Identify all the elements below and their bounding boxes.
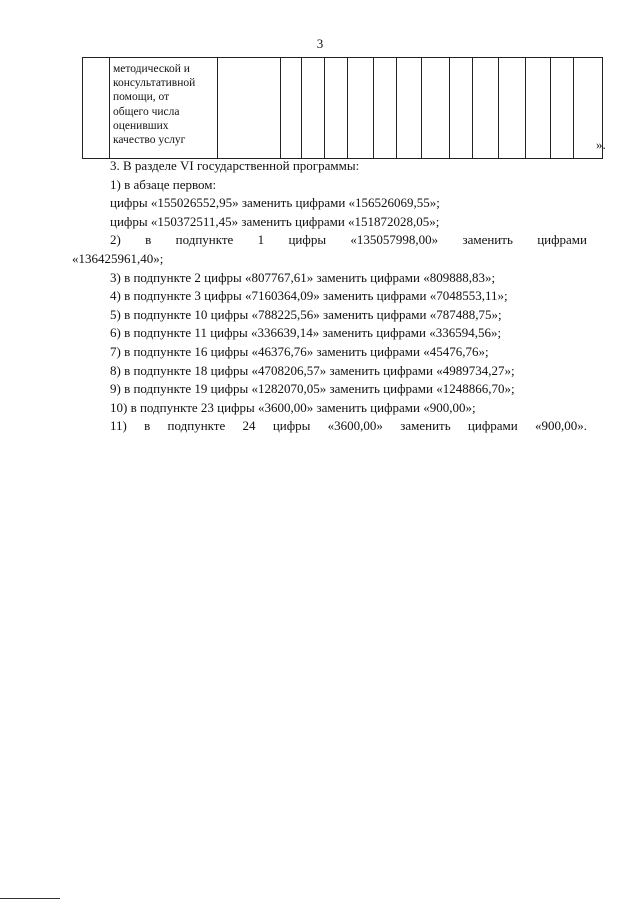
table-cell: [325, 58, 348, 159]
indicator-line: оценивших: [113, 119, 169, 132]
table-cell-indicator: [110, 58, 218, 159]
amendment-item: 7) в подпункте 16 цифры «46376,76» заменить цифрами «45476,76»;: [110, 343, 489, 359]
amendment-text: [72, 157, 587, 436]
amendment-item: цифры «150372511,45» заменить цифрами «151872028,05»;: [110, 213, 440, 229]
amendment-item: 8) в подпункте 18 цифры «4708206,57» заменить цифрами «4989734,27»;: [110, 362, 515, 378]
table-cell: [422, 58, 450, 159]
amendment-item: 5) в подпункте 10 цифры «788225,56» заменить цифрами «787488,75»;: [110, 306, 502, 322]
amendment-item: 10) в подпункте 23 цифры «3600,00» заменить цифрами «900,00»;: [110, 399, 476, 415]
table-cell: [499, 58, 526, 159]
amendment-item: цифры «155026552,95» заменить цифрами «156526069,55»;: [110, 195, 440, 211]
table-row: [83, 58, 603, 159]
amendment-item: 6) в подпункте 11 цифры «336639,14» заменить цифрами «336594,56»;: [110, 325, 502, 341]
table-cell-unit: [218, 58, 281, 159]
page-number: 3: [316, 36, 324, 51]
indicator-line: помощи, от: [113, 91, 170, 104]
table-cell: [526, 58, 551, 159]
indicator-line: качество услуг: [113, 134, 186, 147]
amendment-item: 11) в подпункте 24 цифры «3600,00» заменить цифрами «900,00».: [110, 418, 587, 434]
table-cell: [281, 58, 302, 159]
continuation-table: [82, 57, 603, 159]
amendment-item: 1) в абзаце первом:: [110, 176, 217, 192]
footer-rule: [0, 898, 60, 899]
table-cell: [397, 58, 422, 159]
amendment-item: 4) в подпункте 3 цифры «7160364,09» заменить цифрами «7048553,11»;: [110, 288, 508, 304]
indicator-line: консультативной: [113, 77, 196, 90]
table-cell: [551, 58, 574, 159]
table-cell: [302, 58, 325, 159]
table-cell-number: [83, 58, 110, 159]
amendment-item: 3) в подпункте 2 цифры «807767,61» заменить цифрами «809888,83»;: [110, 269, 496, 285]
indicator-line: общего числа: [113, 105, 180, 118]
amendment-item-continuation: «136425961,40»;: [72, 250, 164, 266]
table-cell: [348, 58, 374, 159]
closing-quote: ».: [596, 137, 606, 152]
table-cell: [374, 58, 397, 159]
section-heading: 3. В разделе VI государственной программы:: [110, 158, 360, 173]
table-cell: [450, 58, 473, 159]
amendment-item: 2) в подпункте 1 цифры «135057998,00» заменить цифрами: [110, 232, 587, 248]
table-cell: [473, 58, 499, 159]
amendment-item: 9) в подпункте 19 цифры «1282070,05» заменить цифрами «1248866,70»;: [110, 381, 515, 397]
indicator-line: методической и: [113, 63, 190, 75]
